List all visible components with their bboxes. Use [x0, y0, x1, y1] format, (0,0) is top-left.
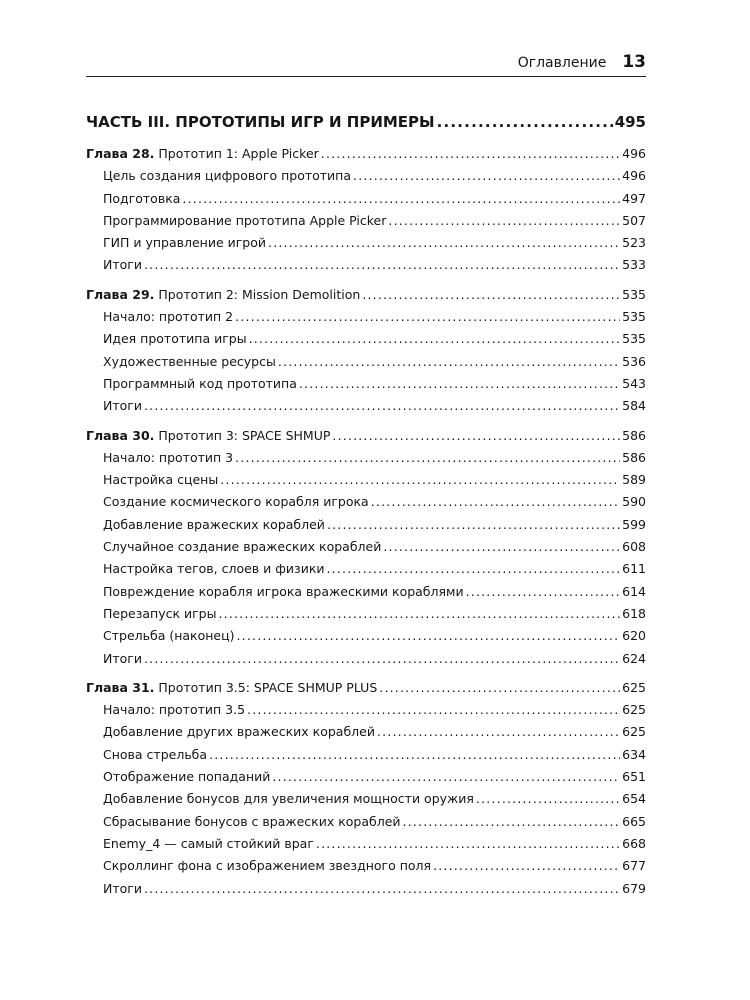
chapter-title — [86, 428, 330, 443]
entry-title: Enemy_4 — самый стойкий враг — [103, 835, 314, 851]
dot-leader — [182, 191, 620, 206]
entry-page-number: 668 — [622, 835, 646, 851]
toc-entry-row[interactable] — [86, 836, 646, 858]
chapter-number: Глава 30. — [86, 427, 155, 443]
dot-leader — [362, 287, 620, 302]
toc-entry-row[interactable] — [86, 769, 646, 791]
entry-page-number: 634 — [622, 746, 646, 762]
entry-title: Сбрасывание бонусов с вражеских кораблей — [103, 813, 401, 829]
entry-page-number: 536 — [622, 353, 646, 369]
toc-entry-row[interactable] — [86, 651, 646, 673]
dot-leader — [316, 836, 620, 851]
dot-leader — [327, 561, 621, 576]
entry-page-number: 608 — [622, 539, 646, 555]
entry-page-number: 590 — [622, 494, 646, 510]
dot-leader — [144, 651, 620, 666]
toc-entry-row[interactable] — [86, 747, 646, 769]
toc-entry-row[interactable] — [86, 213, 646, 235]
entry-page-number: 599 — [622, 516, 646, 532]
entry-title: Повреждение корабля игрока вражескими кораблями — [103, 583, 464, 599]
entry-page-number: 625 — [622, 724, 646, 740]
dot-leader — [144, 881, 620, 896]
toc-entry-row[interactable] — [86, 561, 646, 583]
running-header — [86, 48, 646, 77]
entry-page-number: 654 — [622, 791, 646, 807]
chapter-page-number: 496 — [622, 146, 646, 161]
toc-chapter-row[interactable] — [86, 287, 646, 309]
entry-page-number: 620 — [622, 628, 646, 644]
entry-page-number: 614 — [622, 583, 646, 599]
chapter-name: Прототип 1: Apple Picker — [154, 146, 319, 161]
chapter-page-number: 625 — [622, 679, 646, 695]
toc-entry-row[interactable] — [86, 881, 646, 903]
toc-entry-row[interactable] — [86, 398, 646, 420]
dot-leader — [268, 235, 620, 250]
dot-leader — [476, 791, 620, 806]
entry-page-number: 584 — [622, 398, 646, 414]
entry-title: Итоги — [103, 650, 142, 666]
dot-leader — [144, 257, 620, 272]
toc-entry-row[interactable] — [86, 235, 646, 257]
dot-leader — [235, 309, 620, 324]
entry-page-number: 589 — [622, 472, 646, 488]
toc-chapter-row[interactable] — [86, 146, 646, 168]
dot-leader — [353, 168, 620, 183]
entry-page-number: 535 — [622, 331, 646, 347]
part-title: ЧАСТЬ III. ПРОТОТИПЫ ИГР И ПРИМЕРЫ — [86, 113, 435, 131]
dot-leader — [144, 398, 620, 413]
dot-leader — [433, 858, 620, 873]
entry-title: Отображение попаданий — [103, 769, 271, 785]
chapter-block — [86, 287, 646, 421]
part-page-number: 495 — [614, 113, 646, 131]
toc-entry-row[interactable] — [86, 331, 646, 353]
dot-leader — [299, 376, 620, 391]
toc-chapter-row[interactable] — [86, 428, 646, 450]
chapter-name: Прототип 3.5: SPACE SHMUP PLUS — [154, 679, 378, 695]
running-header-title: Оглавление — [517, 55, 607, 71]
entry-title: Начало: прототип 2 — [103, 309, 234, 325]
chapter-title — [86, 146, 319, 161]
entry-title: Начало: прототип 3.5 — [103, 702, 246, 718]
chapter-title — [86, 287, 360, 302]
entry-title: Подготовка — [103, 190, 181, 206]
toc-entry-row[interactable] — [86, 494, 646, 516]
dot-leader — [220, 472, 620, 487]
entry-page-number: 618 — [622, 605, 646, 621]
dot-leader — [321, 146, 620, 161]
toc-entry-row[interactable] — [86, 191, 646, 213]
dot-leader — [332, 428, 620, 443]
entry-title: Снова стрельба — [103, 746, 208, 762]
chapter-name: Прототип 2: Mission Demolition — [154, 286, 361, 302]
dot-leader — [272, 769, 620, 784]
entry-page-number: 665 — [622, 813, 646, 829]
entry-title: Итоги — [103, 257, 142, 273]
entry-page-number: 651 — [622, 769, 646, 785]
toc-entry-row[interactable] — [86, 724, 646, 746]
dot-leader — [383, 539, 620, 554]
dot-leader — [437, 113, 613, 131]
chapter-name: Прототип 3: SPACE SHMUP — [154, 427, 331, 443]
entry-title: Итоги — [103, 398, 142, 414]
dot-leader — [327, 517, 620, 532]
dot-leader — [247, 702, 620, 717]
toc-entry-row[interactable] — [86, 858, 646, 880]
toc-entry-row[interactable] — [86, 517, 646, 539]
dot-leader — [249, 331, 621, 346]
entry-page-number: 679 — [622, 880, 646, 896]
entry-title: Стрельба (наконец) — [103, 628, 235, 644]
entry-page-number: 543 — [622, 375, 646, 391]
dot-leader — [388, 213, 620, 228]
entry-page-number: 586 — [622, 449, 646, 465]
entry-title: Настройка сцены — [103, 472, 219, 488]
toc-entry-row[interactable] — [86, 168, 646, 190]
entry-title: Программный код прототипа — [103, 375, 297, 391]
dot-leader — [237, 628, 621, 643]
entry-page-number: 523 — [622, 235, 646, 251]
toc-entry-row[interactable] — [86, 814, 646, 836]
entry-title: Случайное создание вражеских кораблей — [103, 539, 382, 555]
toc-entry-row[interactable] — [86, 606, 646, 628]
dot-leader — [403, 814, 621, 829]
entry-title: Добавление бонусов для увеличения мощности оружия — [103, 791, 474, 807]
entry-title: Скроллинг фона с изображением звездного поля — [103, 858, 432, 874]
chapter-block — [86, 146, 646, 280]
toc-entry-row[interactable] — [86, 257, 646, 279]
table-of-contents — [86, 113, 646, 910]
dot-leader — [218, 606, 620, 621]
toc-entry-row[interactable] — [86, 791, 646, 813]
toc-entry-row[interactable] — [86, 309, 646, 331]
toc-entry-row[interactable] — [86, 472, 646, 494]
dot-leader — [371, 494, 620, 509]
chapter-number: Глава 31. — [86, 679, 155, 695]
chapter-number: Глава 29. — [86, 286, 155, 302]
chapter-page-number: 586 — [622, 427, 646, 443]
entry-title: ГИП и управление игрой — [103, 235, 267, 251]
toc-entry-row[interactable] — [86, 354, 646, 376]
toc-entry-row[interactable] — [86, 376, 646, 398]
dot-leader — [278, 354, 620, 369]
entry-title: Настройка тегов, слоев и физики — [103, 561, 325, 577]
entry-title: Создание космического корабля игрока — [103, 494, 369, 510]
entry-page-number: 624 — [622, 650, 646, 666]
entry-page-number: 507 — [622, 212, 646, 228]
toc-entry-row[interactable] — [86, 628, 646, 650]
entry-title: Добавление других вражеских кораблей — [103, 724, 375, 740]
entry-page-number: 497 — [622, 190, 646, 206]
chapter-number: Глава 28. — [86, 146, 155, 161]
toc-entry-row[interactable] — [86, 702, 646, 724]
chapter-page-number: 535 — [622, 286, 646, 302]
entry-page-number: 611 — [622, 561, 646, 577]
chapter-title — [86, 680, 377, 695]
toc-entry-row[interactable] — [86, 584, 646, 606]
toc-part-heading[interactable] — [86, 113, 646, 137]
chapter-list — [86, 146, 646, 903]
entry-title: Добавление вражеских кораблей — [103, 516, 325, 532]
chapter-block — [86, 428, 646, 673]
toc-entry-row[interactable] — [86, 450, 646, 472]
dot-leader — [377, 724, 620, 739]
dot-leader — [209, 747, 620, 762]
toc-chapter-row[interactable] — [86, 680, 646, 702]
entry-title: Художественные ресурсы — [103, 353, 276, 369]
entry-page-number: 535 — [622, 309, 646, 325]
dot-leader — [235, 450, 620, 465]
entry-title: Цель создания цифрового прототипа — [103, 168, 352, 184]
entry-page-number: 496 — [622, 168, 646, 184]
dot-leader — [379, 680, 620, 695]
entry-page-number: 677 — [622, 858, 646, 874]
entry-page-number: 625 — [622, 702, 646, 718]
toc-entry-row[interactable] — [86, 539, 646, 561]
entry-title: Начало: прототип 3 — [103, 449, 234, 465]
page-number: 13 — [622, 52, 646, 72]
entry-page-number: 533 — [622, 257, 646, 273]
entry-title: Перезапуск игры — [103, 605, 217, 621]
entry-title: Идея прототипа игры — [103, 331, 247, 347]
dot-leader — [466, 584, 621, 599]
entry-title: Итоги — [103, 880, 142, 896]
chapter-block — [86, 680, 646, 903]
entry-title: Программирование прототипа Apple Picker — [103, 212, 387, 228]
